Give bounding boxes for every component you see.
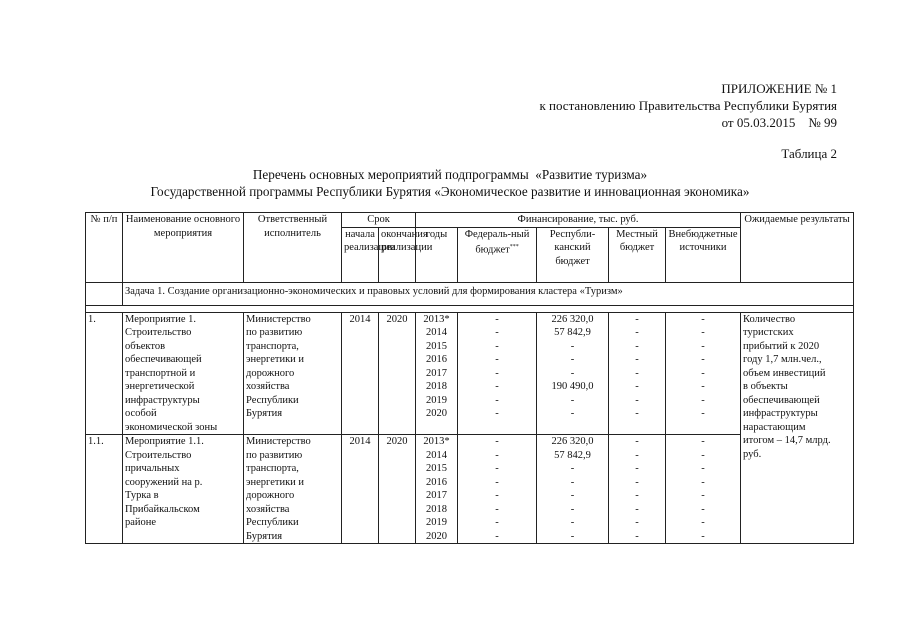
measures-table (85, 212, 854, 544)
cell-line: - (570, 490, 575, 501)
col-republic-header: Республи-канский бюджет (537, 227, 609, 282)
cell-line: обеспечивающей (125, 354, 202, 365)
cell-line: - (635, 436, 639, 447)
cell-line: транспорта, (246, 463, 299, 474)
cell-line: - (701, 517, 705, 528)
cell-line: транспортной и (125, 367, 196, 379)
row-republic (537, 312, 609, 435)
cell-line: инфраструктуры (743, 408, 818, 419)
cell-line: по развитию (246, 449, 303, 461)
federal-label: Федераль-ный бюджет (464, 228, 530, 256)
cell-line: - (495, 367, 499, 379)
cell-line: Бурятия (246, 530, 283, 542)
col-term-header: Срок (342, 213, 416, 228)
row-end: 2020 (379, 435, 416, 544)
cell-line: Строительство (125, 449, 192, 461)
row-end: 2020 (379, 312, 416, 435)
cell-line: - (635, 394, 639, 406)
cell-line: 226 320,0 (551, 436, 594, 447)
cell-line: - (701, 327, 705, 338)
cell-line: - (495, 490, 499, 501)
cell-line: 2015 (426, 463, 448, 474)
cell-line: особой (125, 408, 157, 419)
cell-line: - (570, 503, 575, 515)
cell-line: 2014 (426, 327, 448, 338)
cell-line: - (570, 530, 575, 542)
row-local (609, 435, 666, 544)
cell-line: 2018 (426, 381, 448, 392)
cell-line: - (635, 367, 639, 379)
cell-line: 2020 (426, 408, 448, 419)
cell-line: - (701, 354, 705, 365)
col-results-header: Ожидаемые результаты (741, 213, 854, 283)
cell-line: 2015 (426, 340, 448, 352)
cell-line: - (635, 340, 639, 352)
cell-line: 2013* (423, 313, 450, 325)
cell-line: - (495, 394, 499, 406)
cell-line: хозяйства (246, 503, 290, 515)
cell-line: Министерство (246, 436, 311, 447)
cell-line: - (635, 354, 639, 365)
cell-line: - (495, 436, 499, 447)
cell-line: 2014 (426, 449, 448, 461)
cell-line: - (701, 394, 705, 406)
cell-line: туристских (743, 327, 794, 338)
cell-line: транспорта, (246, 340, 299, 352)
cell-line: дорожного (246, 367, 295, 379)
cell-line: прибытий к 2020 (743, 340, 820, 352)
cell-line: - (701, 490, 705, 501)
cell-line: - (570, 340, 575, 352)
cell-line: по развитию (246, 327, 303, 338)
table-row (86, 312, 854, 435)
cell-line: экономической зоны (125, 421, 218, 433)
cell-line: - (635, 313, 639, 325)
cell-line: - (570, 476, 575, 488)
page-title-line1: Перечень основных мероприятий подпрограммы «Развитие туризма» (252, 167, 648, 182)
cell-line: - (635, 463, 639, 474)
cell-line: дорожного (246, 490, 295, 501)
col-term-start-header: начала реализации (342, 227, 379, 282)
cell-line: - (701, 408, 705, 419)
cell-line: - (635, 327, 639, 338)
table-label: Таблица 2 (781, 146, 837, 161)
cell-line: Количество (743, 313, 796, 325)
cell-line: - (635, 517, 639, 528)
cell-line: энергетической (125, 381, 195, 392)
col-financing-header: Финансирование, тыс. руб. (416, 213, 741, 228)
cell-line: объем инвестиций (743, 367, 826, 379)
task-title: Задача 1. Создание организационно-экономических и правовых условий для формирования кластера «Туризм» (123, 282, 854, 305)
row-executor (244, 435, 342, 544)
cell-line: 57 842,9 (554, 449, 591, 461)
cell-line: - (701, 463, 705, 474)
cell-line: Республики (246, 394, 299, 406)
document-header (539, 80, 837, 131)
cell-line: 2017 (426, 490, 448, 501)
cell-line: Республики (246, 517, 299, 528)
date-number-line: от 05.03.2015 № 99 (721, 115, 837, 130)
col-executor-header: Ответственный исполнитель (244, 213, 342, 283)
results-cell (741, 312, 854, 544)
cell-line: - (570, 354, 575, 365)
cell-line: - (495, 327, 499, 338)
row-republic (537, 435, 609, 544)
cell-line: - (701, 367, 705, 379)
col-term-end-header: окончания реализации (379, 227, 416, 282)
cell-line: - (701, 313, 705, 325)
cell-line: 190 490,0 (551, 381, 594, 392)
cell-line: - (635, 381, 639, 392)
cell-line: 2019 (426, 517, 448, 528)
cell-line: - (495, 503, 499, 515)
appendix-label: ПРИЛОЖЕНИЕ № 1 (721, 81, 837, 96)
cell-line: в объекты (743, 381, 788, 392)
table-row (86, 435, 854, 544)
cell-line: руб. (743, 448, 762, 460)
cell-line: районе (125, 517, 157, 528)
cell-line: обеспечивающей (743, 394, 820, 406)
cell-line: - (495, 517, 499, 528)
cell-line: Мероприятие 1. (125, 313, 197, 325)
cell-line: - (495, 354, 499, 365)
row-start: 2014 (342, 435, 379, 544)
cell-line: - (495, 530, 499, 542)
cell-line: - (495, 408, 499, 419)
cell-line: - (495, 463, 499, 474)
cell-line: Строительство (125, 327, 192, 338)
cell-line: - (570, 394, 575, 406)
row-name (123, 435, 244, 544)
cell-line: - (635, 503, 639, 515)
cell-line: - (570, 463, 575, 474)
cell-line: - (570, 367, 575, 379)
cell-line: Мероприятие 1.1. (125, 436, 204, 447)
federal-note: *** (509, 244, 519, 250)
cell-line: - (570, 517, 575, 528)
cell-line: нарастающим (743, 421, 806, 433)
cell-line: - (635, 476, 639, 488)
row-federal (458, 312, 537, 435)
cell-line: - (701, 476, 705, 488)
cell-line: 2017 (426, 367, 448, 379)
cell-line: - (701, 530, 705, 542)
row-federal (458, 435, 537, 544)
cell-line: - (570, 408, 575, 419)
row-years (416, 435, 458, 544)
cell-line: 2020 (426, 530, 448, 542)
spacer-row (86, 305, 854, 312)
cell-line: - (701, 340, 705, 352)
cell-line: энергетики и (246, 476, 305, 488)
cell-line: 2019 (426, 394, 448, 406)
row-local (609, 312, 666, 435)
cell-line: Бурятия (246, 408, 283, 419)
cell-line: - (495, 381, 499, 392)
row-num: 1. (86, 312, 123, 435)
cell-line: Министерство (246, 313, 311, 325)
cell-line: Турка в (125, 490, 159, 501)
cell-line: - (701, 503, 705, 515)
cell-line: - (635, 408, 639, 419)
cell-line: 2016 (426, 476, 448, 488)
row-extra (666, 435, 741, 544)
cell-line: причальных (125, 463, 180, 474)
cell-line: - (635, 530, 639, 542)
col-name-header: Наименование основного мероприятия (123, 213, 244, 283)
cell-line: Прибайкальском (125, 503, 200, 515)
cell-line: 226 320,0 (551, 313, 594, 325)
resolution-line: к постановлению Правительства Республики Бурятия (539, 98, 837, 113)
cell-line: - (495, 476, 499, 488)
row-start: 2014 (342, 312, 379, 435)
cell-line: 2013* (423, 436, 450, 447)
col-federal-header (458, 227, 537, 282)
col-extra-header: Внебюджетные источники (666, 227, 741, 282)
row-years (416, 312, 458, 435)
row-extra (666, 312, 741, 435)
cell-line: объектов (125, 340, 166, 352)
cell-line: - (635, 449, 639, 461)
col-years-header: годы (416, 227, 458, 282)
cell-line: энергетики и (246, 354, 305, 365)
cell-line: - (635, 490, 639, 501)
cell-line: - (701, 449, 705, 461)
cell-line: 2016 (426, 354, 448, 365)
cell-line: 2018 (426, 503, 448, 515)
cell-line: хозяйства (246, 381, 290, 392)
task-num-cell (86, 282, 123, 305)
cell-line: - (495, 313, 499, 325)
row-executor (244, 312, 342, 435)
cell-line: - (495, 449, 499, 461)
cell-line: сооружений на р. (125, 476, 203, 488)
cell-line: инфраструктуры (125, 394, 200, 406)
row-num: 1.1. (86, 435, 123, 544)
col-local-header: Местный бюджет (609, 227, 666, 282)
row-name (123, 312, 244, 435)
cell-line: - (701, 381, 705, 392)
cell-line: - (701, 436, 705, 447)
cell-line: 57 842,9 (554, 327, 591, 338)
cell-line: итогом – 14,7 млрд. (743, 435, 831, 446)
cell-line: году 1,7 млн.чел., (743, 354, 822, 365)
page-title-line2: Государственной программы Республики Бурятия «Экономическое развитие и инновационная экономика» (150, 184, 750, 199)
col-num-header: № п/п (86, 213, 123, 283)
cell-line: - (495, 340, 499, 352)
